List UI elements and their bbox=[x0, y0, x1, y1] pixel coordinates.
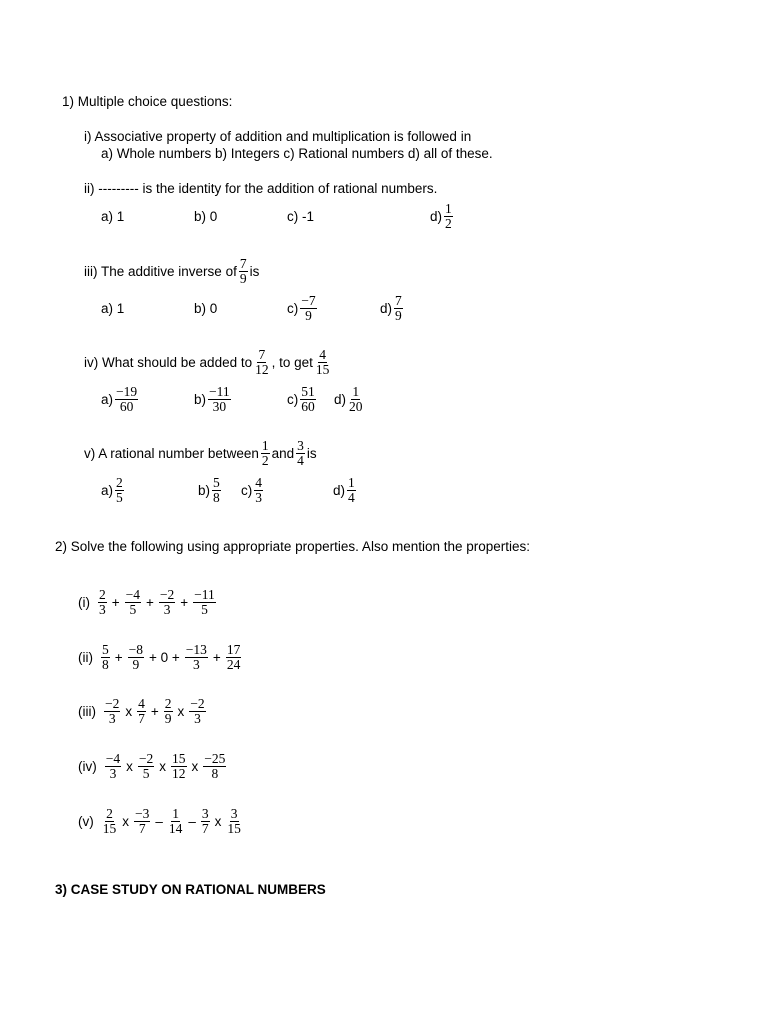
fraction: $\frac{-11}{30}$ bbox=[209, 383, 230, 414]
operator: – bbox=[188, 813, 196, 829]
operator: x bbox=[159, 758, 166, 774]
q2-expression-label: (v) bbox=[78, 813, 94, 829]
operator: + bbox=[111, 594, 120, 610]
fraction: $\frac{1}{14}$ bbox=[168, 805, 183, 836]
operator: + bbox=[212, 649, 221, 665]
fraction: $\frac{7}{9}$ bbox=[239, 255, 247, 286]
fraction: $\frac{1}{20}$ bbox=[349, 383, 363, 414]
q1-i-stem: i) Associative property of addition and multiplication is followed in bbox=[84, 129, 472, 144]
fraction: $\frac{5}{8}$ bbox=[102, 641, 109, 672]
q1-iii-option-d: d) $\frac{7}{9}$ bbox=[380, 292, 402, 323]
q2-expression-label: (ii) bbox=[78, 649, 93, 665]
q1-iv-option-a: a) $\frac{-19}{60}$ bbox=[101, 383, 138, 414]
q2-expression-4 bbox=[78, 750, 228, 782]
q2-expression-label: (i) bbox=[78, 594, 90, 610]
operator: x bbox=[126, 758, 133, 774]
fraction: $\frac{-7}{9}$ bbox=[301, 292, 316, 323]
q1-iii-option-a: a) 1 bbox=[101, 300, 125, 316]
fraction: $\frac{1}{4}$ bbox=[348, 474, 355, 505]
operator: x bbox=[191, 758, 199, 774]
fraction: $\frac{-2}{3}$ bbox=[105, 695, 120, 726]
q2-expression-1 bbox=[78, 586, 218, 618]
q2-expression-3 bbox=[78, 695, 208, 727]
q1-iii-option-b: b) 0 bbox=[194, 300, 218, 316]
q1-ii-option-d: d) $\frac{1}{2}$ bbox=[430, 200, 452, 231]
fraction: $\frac{-4}{3}$ bbox=[105, 750, 121, 781]
fraction: $\frac{-19}{60}$ bbox=[116, 383, 138, 414]
q1-iv-stem: iv) What should be added to $\frac{7}{12}$ , to get $\frac{4}{15}$ bbox=[84, 346, 330, 377]
fraction: $\frac{-2}{3}$ bbox=[159, 586, 175, 617]
fraction: $\frac{3}{4}$ bbox=[297, 437, 304, 468]
fraction: $\frac{4}{7}$ bbox=[138, 695, 145, 726]
operator: + bbox=[180, 594, 189, 610]
fraction: $\frac{5}{8}$ bbox=[213, 474, 220, 505]
operator: + 0 + bbox=[149, 649, 180, 665]
fraction: $\frac{51}{60}$ bbox=[301, 383, 315, 414]
fraction: $\frac{2}{15}$ bbox=[102, 805, 117, 836]
q2-heading: 2) Solve the following using appropriate properties. Also mention the properties: bbox=[55, 539, 531, 554]
q1-v-stem: v) A rational number between $\frac{1}{2}$ and $\frac{3}{4}$ is bbox=[84, 437, 317, 468]
fraction: $\frac{-11}{5}$ bbox=[194, 586, 215, 617]
fraction: $\frac{-8}{9}$ bbox=[128, 641, 144, 672]
fraction: $\frac{-4}{5}$ bbox=[125, 586, 141, 617]
q2-expression-5 bbox=[78, 805, 244, 837]
q1-v-option-c: c) $\frac{4}{3}$ bbox=[241, 474, 262, 505]
q1-i-options: a) Whole numbers b) Integers c) Rational numbers d) all of these. bbox=[101, 146, 493, 161]
fraction: $\frac{-3}{7}$ bbox=[135, 805, 150, 836]
operator: + bbox=[114, 649, 123, 665]
q1-v-option-d: d) $\frac{1}{4}$ bbox=[333, 474, 355, 505]
fraction: $\frac{7}{9}$ bbox=[395, 292, 402, 323]
q1-ii-option-b: b) 0 bbox=[194, 208, 218, 224]
operator: + bbox=[150, 703, 159, 719]
fraction: $\frac{2}{5}$ bbox=[116, 474, 123, 505]
q1-ii-stem: ii) --------- is the identity for the addition of rational numbers. bbox=[84, 181, 438, 196]
q1-v-option-a: a) $\frac{2}{5}$ bbox=[101, 474, 123, 505]
q3-heading: 3) CASE STUDY ON RATIONAL NUMBERS bbox=[55, 882, 326, 897]
fraction: $\frac{-2}{3}$ bbox=[190, 695, 205, 726]
operator: x bbox=[125, 703, 133, 719]
operator: x bbox=[214, 813, 222, 829]
fraction: $\frac{-13}{3}$ bbox=[185, 641, 207, 672]
operator: x bbox=[177, 703, 185, 719]
q1-iv-option-c: c) $\frac{51}{60}$ bbox=[287, 383, 315, 414]
fraction: $\frac{2}{3}$ bbox=[99, 586, 106, 617]
q1-iii-option-c: c) $\frac{-7}{9}$ bbox=[287, 292, 316, 323]
q2-expression-label: (iii) bbox=[78, 703, 96, 719]
fraction: $\frac{1}{2}$ bbox=[261, 437, 269, 468]
fraction: $\frac{3}{7}$ bbox=[201, 805, 209, 836]
q2-expression-2 bbox=[78, 641, 243, 673]
q1-iv-option-d: d) $\frac{1}{20}$ bbox=[334, 383, 363, 414]
operator: – bbox=[155, 813, 163, 829]
fraction: $\frac{2}{9}$ bbox=[164, 695, 172, 726]
q2-expression-label: (iv) bbox=[78, 758, 97, 774]
fraction: $\frac{3}{15}$ bbox=[227, 805, 241, 836]
q1-ii-option-a: a) 1 bbox=[101, 208, 125, 224]
fraction: $\frac{-2}{5}$ bbox=[138, 750, 154, 781]
q1-ii-option-c: c) -1 bbox=[287, 208, 314, 224]
fraction: $\frac{4}{15}$ bbox=[315, 346, 330, 377]
fraction: $\frac{7}{12}$ bbox=[255, 346, 269, 377]
operator: x bbox=[122, 813, 129, 829]
q1-iii-stem: iii) The additive inverse of $\frac{7}{9}$ is bbox=[84, 255, 260, 286]
fraction: $\frac{4}{3}$ bbox=[255, 474, 262, 505]
fraction: $\frac{15}{12}$ bbox=[172, 750, 186, 781]
operator: + bbox=[146, 594, 154, 610]
fraction: $\frac{-25}{8}$ bbox=[204, 750, 226, 781]
q1-iv-option-b: b) $\frac{-11}{30}$ bbox=[194, 383, 230, 414]
fraction: $\frac{1}{2}$ bbox=[445, 200, 452, 231]
fraction: $\frac{17}{24}$ bbox=[226, 641, 241, 672]
q1-heading: 1) Multiple choice questions: bbox=[62, 94, 233, 109]
q1-v-option-b: b) $\frac{5}{8}$ bbox=[198, 474, 220, 505]
